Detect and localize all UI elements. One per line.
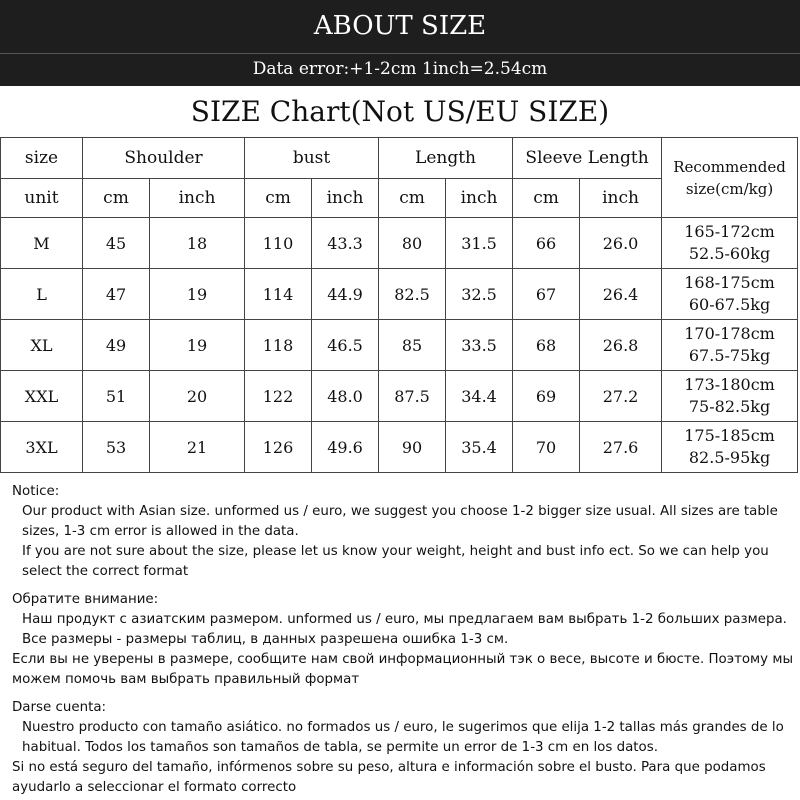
notes-section [12, 482, 794, 798]
cell-size: XL [1, 320, 83, 371]
header-sleeve-length: Sleeve Length [513, 138, 662, 179]
unit-cm: cm [245, 179, 312, 218]
unit-inch: inch [446, 179, 513, 218]
cell-bust-inch: 44.9 [312, 269, 379, 320]
cell-sleeve-inch: 26.0 [580, 218, 662, 269]
notice-paragraph-en-2: If you are not sure about the size, please let us know your weight, height and bust info ect. So we can help you select the correct format [22, 544, 769, 579]
cell-size: M [1, 218, 83, 269]
notice-paragraph-en-1: Our product with Asian size. unformed us / euro, we suggest you choose 1-2 bigger size usual. All sizes are table sizes, 1-3 cm error is allowed in the data. [22, 504, 778, 539]
notice-paragraph-es-1: Nuestro producto con tamaño asiático. no formados us / euro, le sugerimos que elija 1-2 tallas más grandes de lo habitual. Todos los tamaños son tamaños de tabla, se permite un error de 1-3 cm en los datos. [22, 720, 784, 755]
cell-length-cm: 85 [379, 320, 446, 371]
cell-bust-cm: 118 [245, 320, 312, 371]
cell-bust-inch: 43.3 [312, 218, 379, 269]
rec-weight: 75-82.5kg [688, 397, 771, 416]
cell-size: L [1, 269, 83, 320]
cell-shoulder-cm: 53 [83, 422, 150, 473]
notice-heading-ru: Обратите внимание: [12, 592, 159, 607]
cell-bust-cm: 122 [245, 371, 312, 422]
rec-weight: 52.5-60kg [688, 244, 771, 263]
header-recommended-line2: size(cm/kg) [685, 179, 774, 198]
cell-length-inch: 31.5 [446, 218, 513, 269]
cell-shoulder-cm: 45 [83, 218, 150, 269]
data-error-subtitle: Data error:+1-2cm 1inch=2.54cm [0, 53, 800, 86]
cell-recommended [662, 371, 798, 422]
rec-weight: 82.5-95kg [688, 448, 771, 467]
cell-length-cm: 90 [379, 422, 446, 473]
cell-sleeve-cm: 70 [513, 422, 580, 473]
table-row [1, 371, 798, 422]
cell-recommended [662, 320, 798, 371]
cell-recommended [662, 218, 798, 269]
rec-height: 175-185cm [684, 426, 775, 445]
unit-inch: inch [150, 179, 245, 218]
size-table [0, 137, 798, 473]
cell-length-cm: 87.5 [379, 371, 446, 422]
cell-bust-cm: 110 [245, 218, 312, 269]
cell-sleeve-inch: 27.6 [580, 422, 662, 473]
notice-heading-es: Darse cuenta: [12, 700, 107, 715]
notice-paragraph-ru-2: Если вы не уверены в размере, сообщите нам свой информационный тэк о весе, высоте и бюсте. Поэтому мы можем помочь вам выбрать правильный формат [12, 652, 794, 687]
cell-recommended [662, 269, 798, 320]
unit-inch: inch [580, 179, 662, 218]
cell-bust-inch: 46.5 [312, 320, 379, 371]
rec-height: 170-178cm [684, 324, 775, 343]
cell-length-inch: 32.5 [446, 269, 513, 320]
rec-height: 173-180cm [684, 375, 775, 394]
cell-length-inch: 35.4 [446, 422, 513, 473]
rec-weight: 67.5-75kg [688, 346, 771, 365]
cell-sleeve-cm: 66 [513, 218, 580, 269]
unit-cm: cm [379, 179, 446, 218]
table-row [1, 320, 798, 371]
rec-height: 168-175cm [684, 273, 775, 292]
size-chart-title: SIZE Chart(Not US/EU SIZE) [190, 95, 610, 128]
cell-sleeve-inch: 27.2 [580, 371, 662, 422]
table-row [1, 422, 798, 473]
header-length: Length [379, 138, 513, 179]
cell-bust-cm: 126 [245, 422, 312, 473]
cell-shoulder-cm: 51 [83, 371, 150, 422]
header-recommended-line1: Recommended [673, 157, 786, 176]
table-row [1, 218, 798, 269]
cell-bust-cm: 114 [245, 269, 312, 320]
cell-bust-inch: 49.6 [312, 422, 379, 473]
cell-sleeve-cm: 68 [513, 320, 580, 371]
rec-weight: 60-67.5kg [688, 295, 771, 314]
cell-shoulder-inch: 20 [150, 371, 245, 422]
cell-sleeve-cm: 69 [513, 371, 580, 422]
rec-height: 165-172cm [684, 222, 775, 241]
header-shoulder: Shoulder [83, 138, 245, 179]
header-bust: bust [245, 138, 379, 179]
cell-length-cm: 82.5 [379, 269, 446, 320]
about-size-title: ABOUT SIZE [0, 0, 800, 53]
unit-cm: cm [83, 179, 150, 218]
unit-inch: inch [312, 179, 379, 218]
cell-size: 3XL [1, 422, 83, 473]
cell-sleeve-inch: 26.4 [580, 269, 662, 320]
cell-shoulder-inch: 21 [150, 422, 245, 473]
table-row [1, 269, 798, 320]
cell-shoulder-inch: 18 [150, 218, 245, 269]
header-unit: unit [1, 179, 83, 218]
cell-size: XXL [1, 371, 83, 422]
notice-paragraph-ru-1: Наш продукт с азиатским размером. unformed us / euro, мы предлагаем вам выбрать 1-2 больших размера. Все размеры - размеры таблиц, в данных разрешена ошибка 1-3 см. [22, 612, 787, 647]
notice-paragraph-es-2: Si no está seguro del tamaño, infórmenos sobre su peso, altura e información sobre el busto. Para que podamos ayudarlo a seleccionar el formato correcto [12, 760, 766, 795]
header-recommended [662, 138, 798, 218]
cell-shoulder-inch: 19 [150, 269, 245, 320]
cell-sleeve-cm: 67 [513, 269, 580, 320]
cell-shoulder-cm: 47 [83, 269, 150, 320]
notice-heading-en: Notice: [12, 484, 60, 499]
cell-recommended [662, 422, 798, 473]
cell-sleeve-inch: 26.8 [580, 320, 662, 371]
cell-shoulder-inch: 19 [150, 320, 245, 371]
cell-length-inch: 34.4 [446, 371, 513, 422]
cell-length-cm: 80 [379, 218, 446, 269]
unit-cm: cm [513, 179, 580, 218]
cell-shoulder-cm: 49 [83, 320, 150, 371]
header-size: size [1, 138, 83, 179]
cell-bust-inch: 48.0 [312, 371, 379, 422]
cell-length-inch: 33.5 [446, 320, 513, 371]
